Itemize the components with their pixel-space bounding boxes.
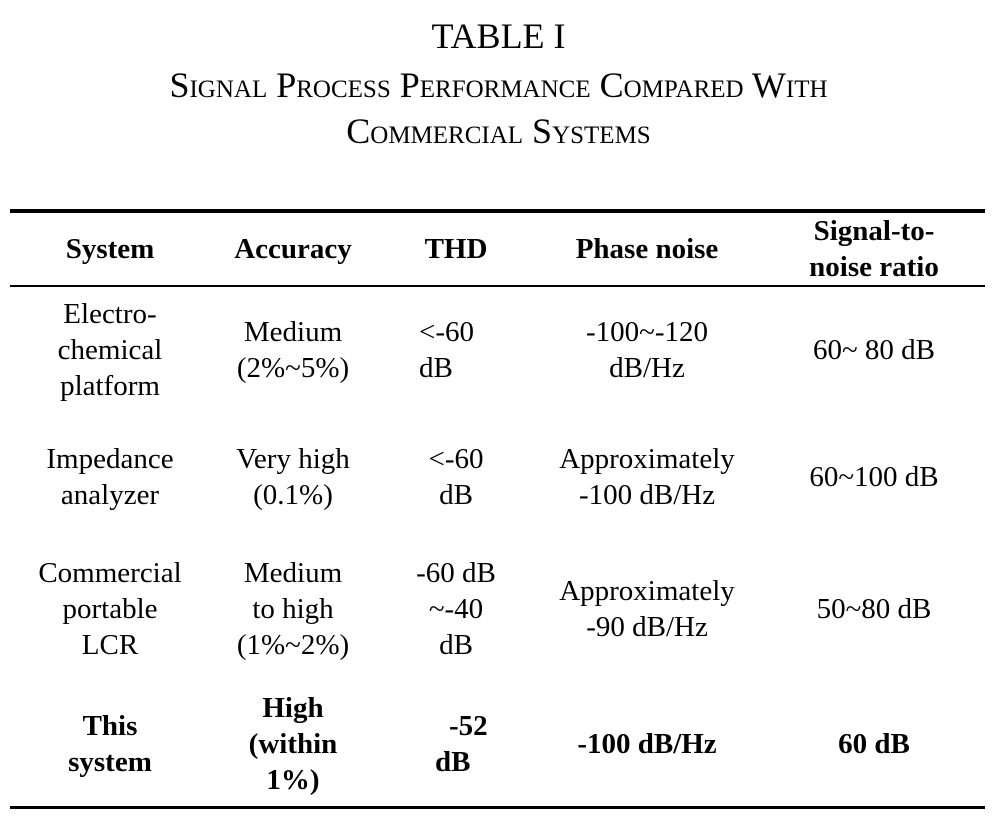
cell-snr [774, 726, 974, 762]
cell-system-line: Impedance [46, 443, 174, 475]
cell-system [10, 555, 210, 663]
cell-thd [396, 555, 516, 663]
cell-phase-noise-line: dB/Hz [609, 352, 685, 384]
cell-snr [774, 459, 974, 495]
cell-system [10, 296, 210, 404]
cell-accuracy-line: High [262, 692, 324, 724]
cell-system-line: Electro- [63, 298, 157, 330]
column-header-system-line: System [65, 233, 155, 265]
column-header-phase-noise-line: Phase noise [575, 233, 719, 265]
cell-thd-line: -52 [449, 710, 488, 742]
cell-accuracy [213, 441, 373, 513]
cell-thd-line: <-60 [428, 443, 484, 475]
column-header-thd [396, 231, 516, 267]
column-header-accuracy-line: Accuracy [234, 233, 352, 265]
cell-system-line: Commercial [38, 557, 182, 589]
cell-thd-line: -60 dB [416, 557, 496, 589]
cell-system-line: LCR [81, 629, 139, 661]
bottom-rule [10, 806, 985, 809]
cell-snr [774, 591, 974, 627]
cell-thd-line: ~-40 [428, 593, 484, 625]
cell-thd [435, 708, 515, 780]
cell-thd [419, 314, 499, 386]
cell-thd-line: dB [419, 352, 453, 384]
column-header-snr-line: Signal-to- [813, 215, 935, 247]
table-label: TABLE I [431, 16, 566, 56]
cell-accuracy [213, 314, 373, 386]
column-header-accuracy [213, 231, 373, 267]
cell-accuracy [213, 690, 373, 798]
cell-system [10, 708, 210, 780]
cell-accuracy-line: (2%~5%) [236, 352, 350, 384]
column-header-snr [774, 213, 974, 285]
cell-phase-noise [532, 314, 762, 386]
cell-system-line: platform [60, 370, 160, 402]
table-title-line-2: Commercial Systems [346, 111, 651, 151]
cell-snr-line: 60~ 80 dB [812, 334, 936, 366]
cell-snr-line: 60 dB [838, 728, 910, 760]
cell-thd-line: dB [439, 629, 473, 661]
cell-accuracy-line: (0.1%) [253, 479, 333, 511]
cell-system-line: analyzer [60, 479, 160, 511]
cell-phase-noise-line: -90 dB/Hz [586, 611, 708, 643]
cell-system-line: chemical [57, 334, 163, 366]
cell-phase-noise-line: Approximately [559, 443, 735, 475]
cell-phase-noise-line: -100 dB/Hz [577, 728, 717, 760]
cell-phase-noise-line: Approximately [559, 575, 735, 607]
column-header-phase-noise [532, 231, 762, 267]
cell-phase-noise [532, 441, 762, 513]
cell-system-line: This [82, 710, 138, 742]
cell-thd [396, 441, 516, 513]
cell-snr [774, 332, 974, 368]
cell-accuracy-line: Medium [243, 316, 343, 348]
cell-thd-line: dB [439, 479, 473, 511]
cell-accuracy-line: (within [248, 728, 338, 760]
cell-accuracy [213, 555, 373, 663]
cell-system [10, 441, 210, 513]
column-header-system [10, 231, 210, 267]
cell-accuracy-line: to high [252, 593, 334, 625]
cell-snr-line: 50~80 dB [816, 593, 932, 625]
cell-snr-line: 60~100 dB [809, 461, 939, 493]
cell-phase-noise-line: -100~-120 [585, 316, 708, 348]
table-title [0, 62, 997, 154]
cell-system-line: system [68, 746, 152, 778]
cell-accuracy-line: (1%~2%) [236, 629, 350, 661]
column-header-thd-line: THD [424, 233, 488, 265]
cell-phase-noise [532, 726, 762, 762]
cell-accuracy-line: Medium [243, 557, 343, 589]
header-rule [10, 285, 985, 287]
table-title-line-1: Signal Process Performance Compared With [169, 65, 828, 105]
cell-phase-noise-line: -100 dB/Hz [578, 479, 716, 511]
cell-accuracy-line: Very high [236, 443, 350, 475]
cell-system-line: portable [62, 593, 158, 625]
cell-thd-line: dB [435, 746, 471, 778]
cell-thd-line: <-60 [419, 316, 475, 348]
column-header-snr-line: noise ratio [809, 251, 939, 283]
cell-phase-noise [532, 573, 762, 645]
cell-accuracy-line: 1%) [266, 764, 320, 796]
